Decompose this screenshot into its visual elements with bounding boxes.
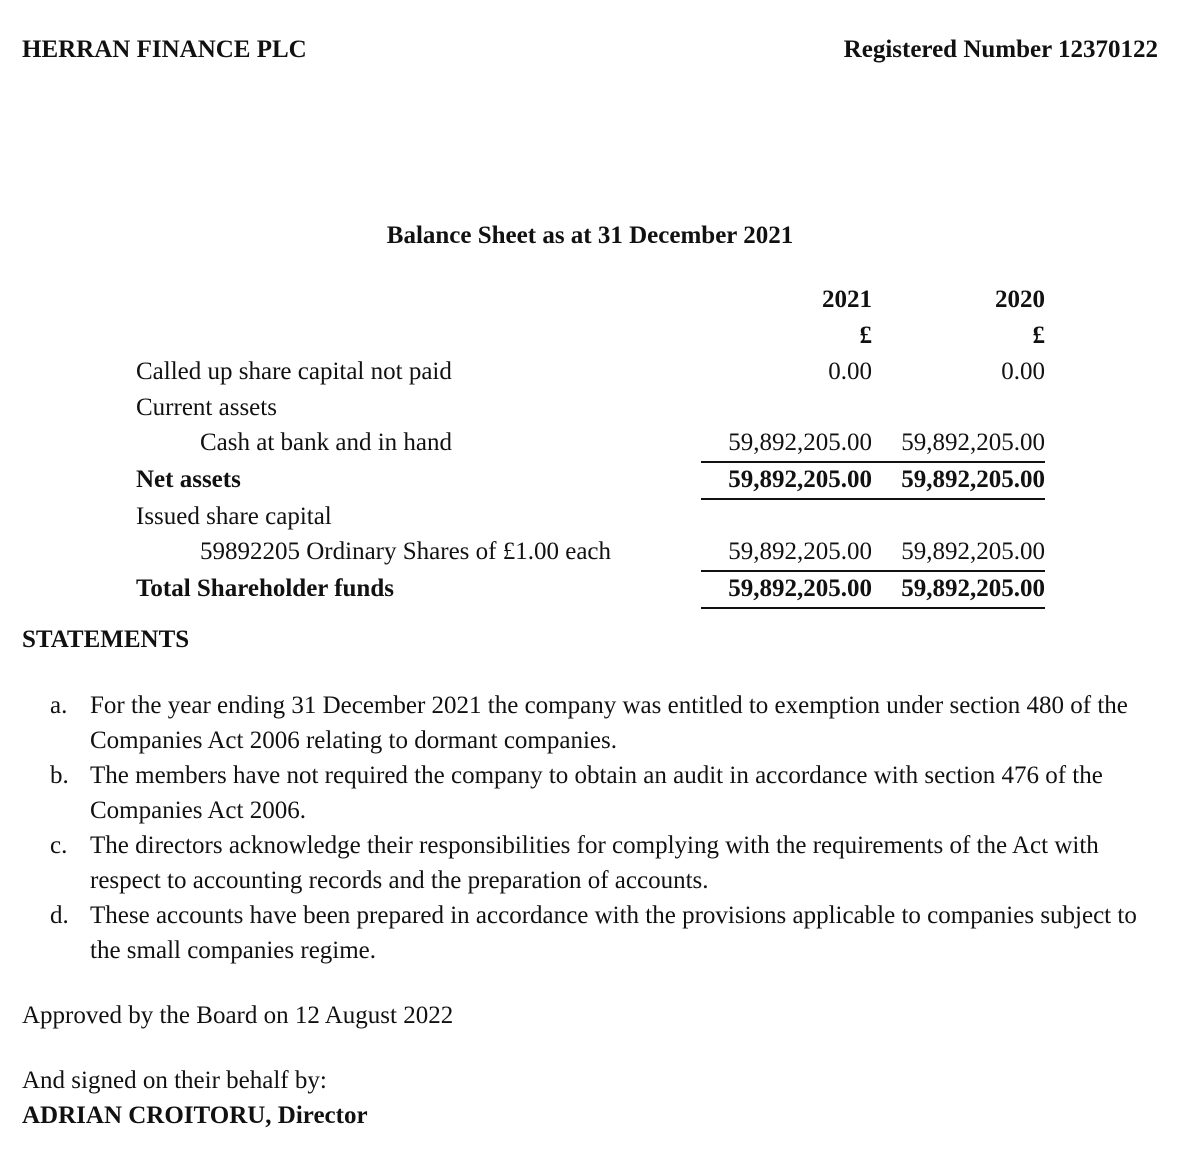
signed-on-behalf-text: And signed on their behalf by:: [22, 1067, 327, 1094]
statement-text: For the year ending 31 December 2021 the company was entitled to exemption under section 480 of the Companies Act 2006 relating to dormant companies.: [90, 692, 1128, 754]
column-currency-2021: £: [859, 322, 872, 349]
row-value-2021: 59,892,205.00: [728, 429, 872, 456]
statements-heading: STATEMENTS: [22, 626, 190, 653]
row-value-2021: 0.00: [828, 358, 872, 385]
balance-sheet-title: Balance Sheet as at 31 December 2021: [386, 222, 794, 249]
statements-list: [50, 688, 1165, 968]
row-value-2020: 59,892,205.00: [901, 466, 1045, 493]
row-label-net-assets: Net assets: [136, 466, 241, 493]
row-label-called-up-capital: Called up share capital not paid: [136, 358, 452, 385]
statement-text: The directors acknowledge their responsibilities for complying with the requirements of the Act with respect to accounting records and the preparation of accounts.: [90, 832, 1099, 894]
subtotal-rule: [701, 570, 1045, 572]
total-rule: [701, 498, 1045, 500]
statement-marker: d.: [50, 902, 69, 929]
approval-date-text: Approved by the Board on 12 August 2022: [22, 1002, 454, 1029]
director-name: ADRIAN CROITORU, Director: [22, 1102, 368, 1129]
total-rule: [701, 607, 1045, 609]
statement-text: The members have not required the company to obtain an audit in accordance with section 476 of the Companies Act 2006.: [90, 762, 1103, 824]
row-label-total-shareholder-funds: Total Shareholder funds: [136, 575, 394, 602]
column-currency-2020: £: [1032, 322, 1045, 349]
row-value-2020: 59,892,205.00: [901, 575, 1045, 602]
row-label-issued-share-capital: Issued share capital: [136, 503, 332, 530]
row-value-2021: 59,892,205.00: [728, 538, 872, 565]
statement-item: [50, 688, 1165, 758]
row-value-2020: 59,892,205.00: [901, 538, 1045, 565]
registered-number: Registered Number 12370122: [843, 36, 1158, 63]
column-year-2021: 2021: [822, 286, 872, 313]
statement-marker: b.: [50, 762, 69, 789]
row-label-ordinary-shares: 59892205 Ordinary Shares of £1.00 each: [200, 538, 612, 565]
row-label-cash-at-bank: Cash at bank and in hand: [200, 429, 453, 456]
row-value-2021: 59,892,205.00: [728, 575, 872, 602]
statement-item: [50, 898, 1165, 968]
statement-item: [50, 758, 1165, 828]
company-name: HERRAN FINANCE PLC: [22, 36, 307, 63]
subtotal-rule: [701, 461, 1045, 463]
statement-marker: c.: [50, 832, 68, 859]
row-value-2020: 0.00: [1001, 358, 1045, 385]
row-value-2021: 59,892,205.00: [728, 466, 872, 493]
statement-marker: a.: [50, 692, 68, 719]
column-year-2020: 2020: [995, 286, 1045, 313]
row-value-2020: 59,892,205.00: [901, 429, 1045, 456]
statement-item: [50, 828, 1165, 898]
statement-text: These accounts have been prepared in accordance with the provisions applicable to companies subject to the small companies regime.: [90, 902, 1137, 964]
row-label-current-assets: Current assets: [136, 394, 277, 421]
